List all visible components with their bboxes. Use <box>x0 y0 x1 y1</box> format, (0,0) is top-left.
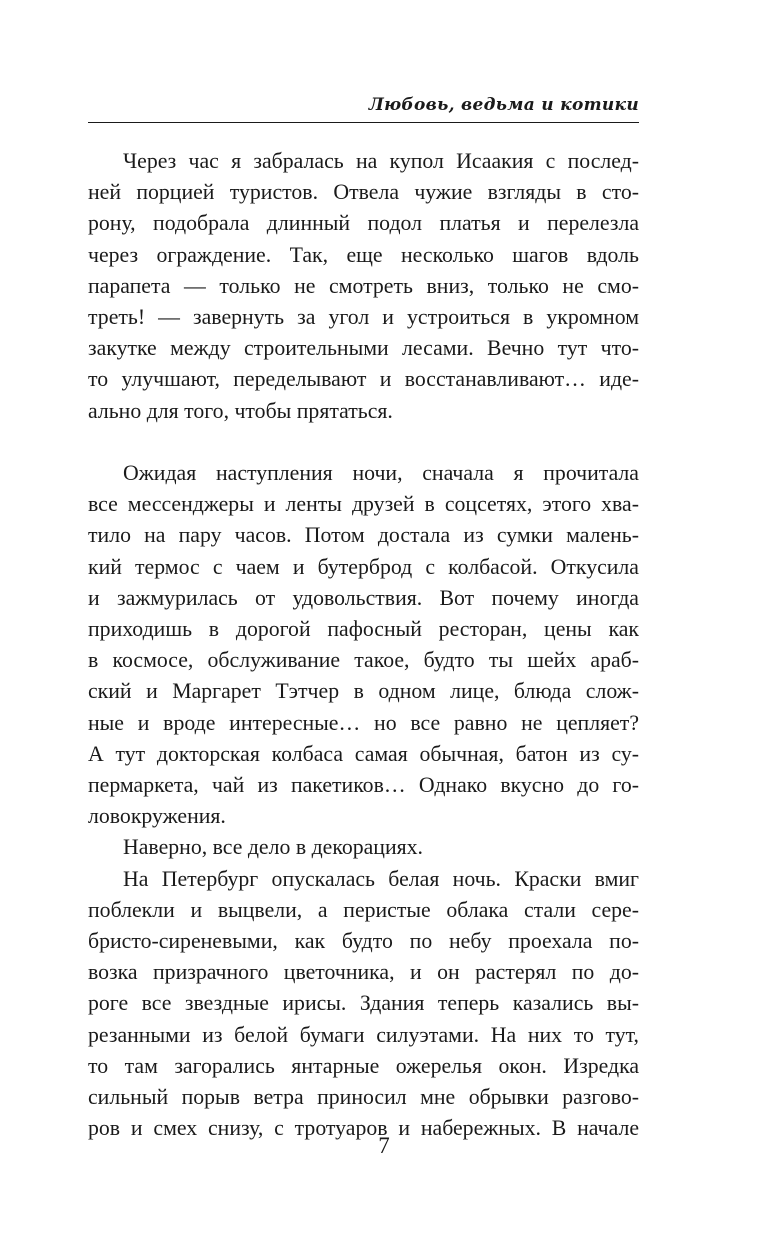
text-line: ловокружения. <box>88 804 226 829</box>
text-line: тило на пару часов. Потом достала из сумки малень- <box>88 523 639 548</box>
text-line: ский и Маргарет Тэтчер в одном лице, блюда слож- <box>88 679 639 704</box>
text-line: рону, подобрала длинный подол платья и перелезла <box>88 211 639 236</box>
text-line: приходишь в дорогой пафосный ресторан, цены как <box>88 617 639 642</box>
text-line: все мессенджеры и ленты друзей в соцсетях, этого хва- <box>88 492 639 517</box>
text-line: Наверно, все дело в декорациях. <box>123 835 423 860</box>
paragraph-2 <box>88 458 639 832</box>
section-gap <box>88 427 639 458</box>
text-line: то улучшают, переделывают и восстанавливают… иде- <box>88 367 639 392</box>
body-text <box>88 146 639 1144</box>
text-line: в космосе, обслуживание такое, будто ты шейх араб- <box>88 648 639 673</box>
page-number: 7 <box>378 1133 390 1158</box>
text-line: бристо-сиреневыми, как будто по небу проехала по- <box>88 929 639 954</box>
text-line: сильный порыв ветра приносил мне обрывки разгово- <box>88 1085 639 1110</box>
text-line: и зажмурилась от удовольствия. Вот почему иногда <box>88 585 639 610</box>
paragraph-3 <box>88 832 639 863</box>
text-line: ней порцией туристов. Отвела чужие взгляды в сто- <box>88 180 639 205</box>
text-line: ально для того, чтобы прятаться. <box>88 398 393 423</box>
text-line: На Петербург опускалась белая ночь. Краски вмиг <box>123 866 639 891</box>
text-line: Через час я забралась на купол Исаакия с послед- <box>123 149 639 173</box>
text-line: кий термос с чаем и бутерброд с колбасой. Откусила <box>88 554 639 579</box>
text-line: А тут докторская колбаса самая обычная, батон из су- <box>88 741 639 766</box>
text-line: закутке между строительными лесами. Вечно тут что- <box>88 336 639 361</box>
text-line: треть! — завернуть за угол и устроиться в укромном <box>88 305 639 330</box>
running-header: Любовь, ведьма и котики <box>88 94 639 123</box>
text-line: то там загорались янтарные ожерелья окон. Изредка <box>88 1053 639 1078</box>
text-line: пермаркета, чай из пакетиков… Однако вкусно до го- <box>88 773 639 798</box>
text-line: парапета — только не смотреть вниз, только не смо- <box>88 273 639 298</box>
text-line: ные и вроде интересные… но все равно не цепляет? <box>88 710 639 735</box>
text-line: Ожидая наступления ночи, сначала я прочитала <box>123 461 639 486</box>
text-line: роге все звездные ирисы. Здания теперь казались вы- <box>88 991 639 1016</box>
text-line: через ограждение. Так, еще несколько шагов вдоль <box>88 242 639 267</box>
text-line: резанными из белой бумаги силуэтами. На них то тут, <box>88 1022 639 1047</box>
text-line: поблекли и выцвели, а перистые облака стали сере- <box>88 897 639 922</box>
paragraph-4 <box>88 864 639 1145</box>
paragraph-1 <box>88 146 639 427</box>
text-line: возка призрачного цветочника, и он растерял по до- <box>88 960 639 985</box>
text-line: ров и смех снизу, с тротуаров и набережных. В начале <box>88 1116 639 1141</box>
